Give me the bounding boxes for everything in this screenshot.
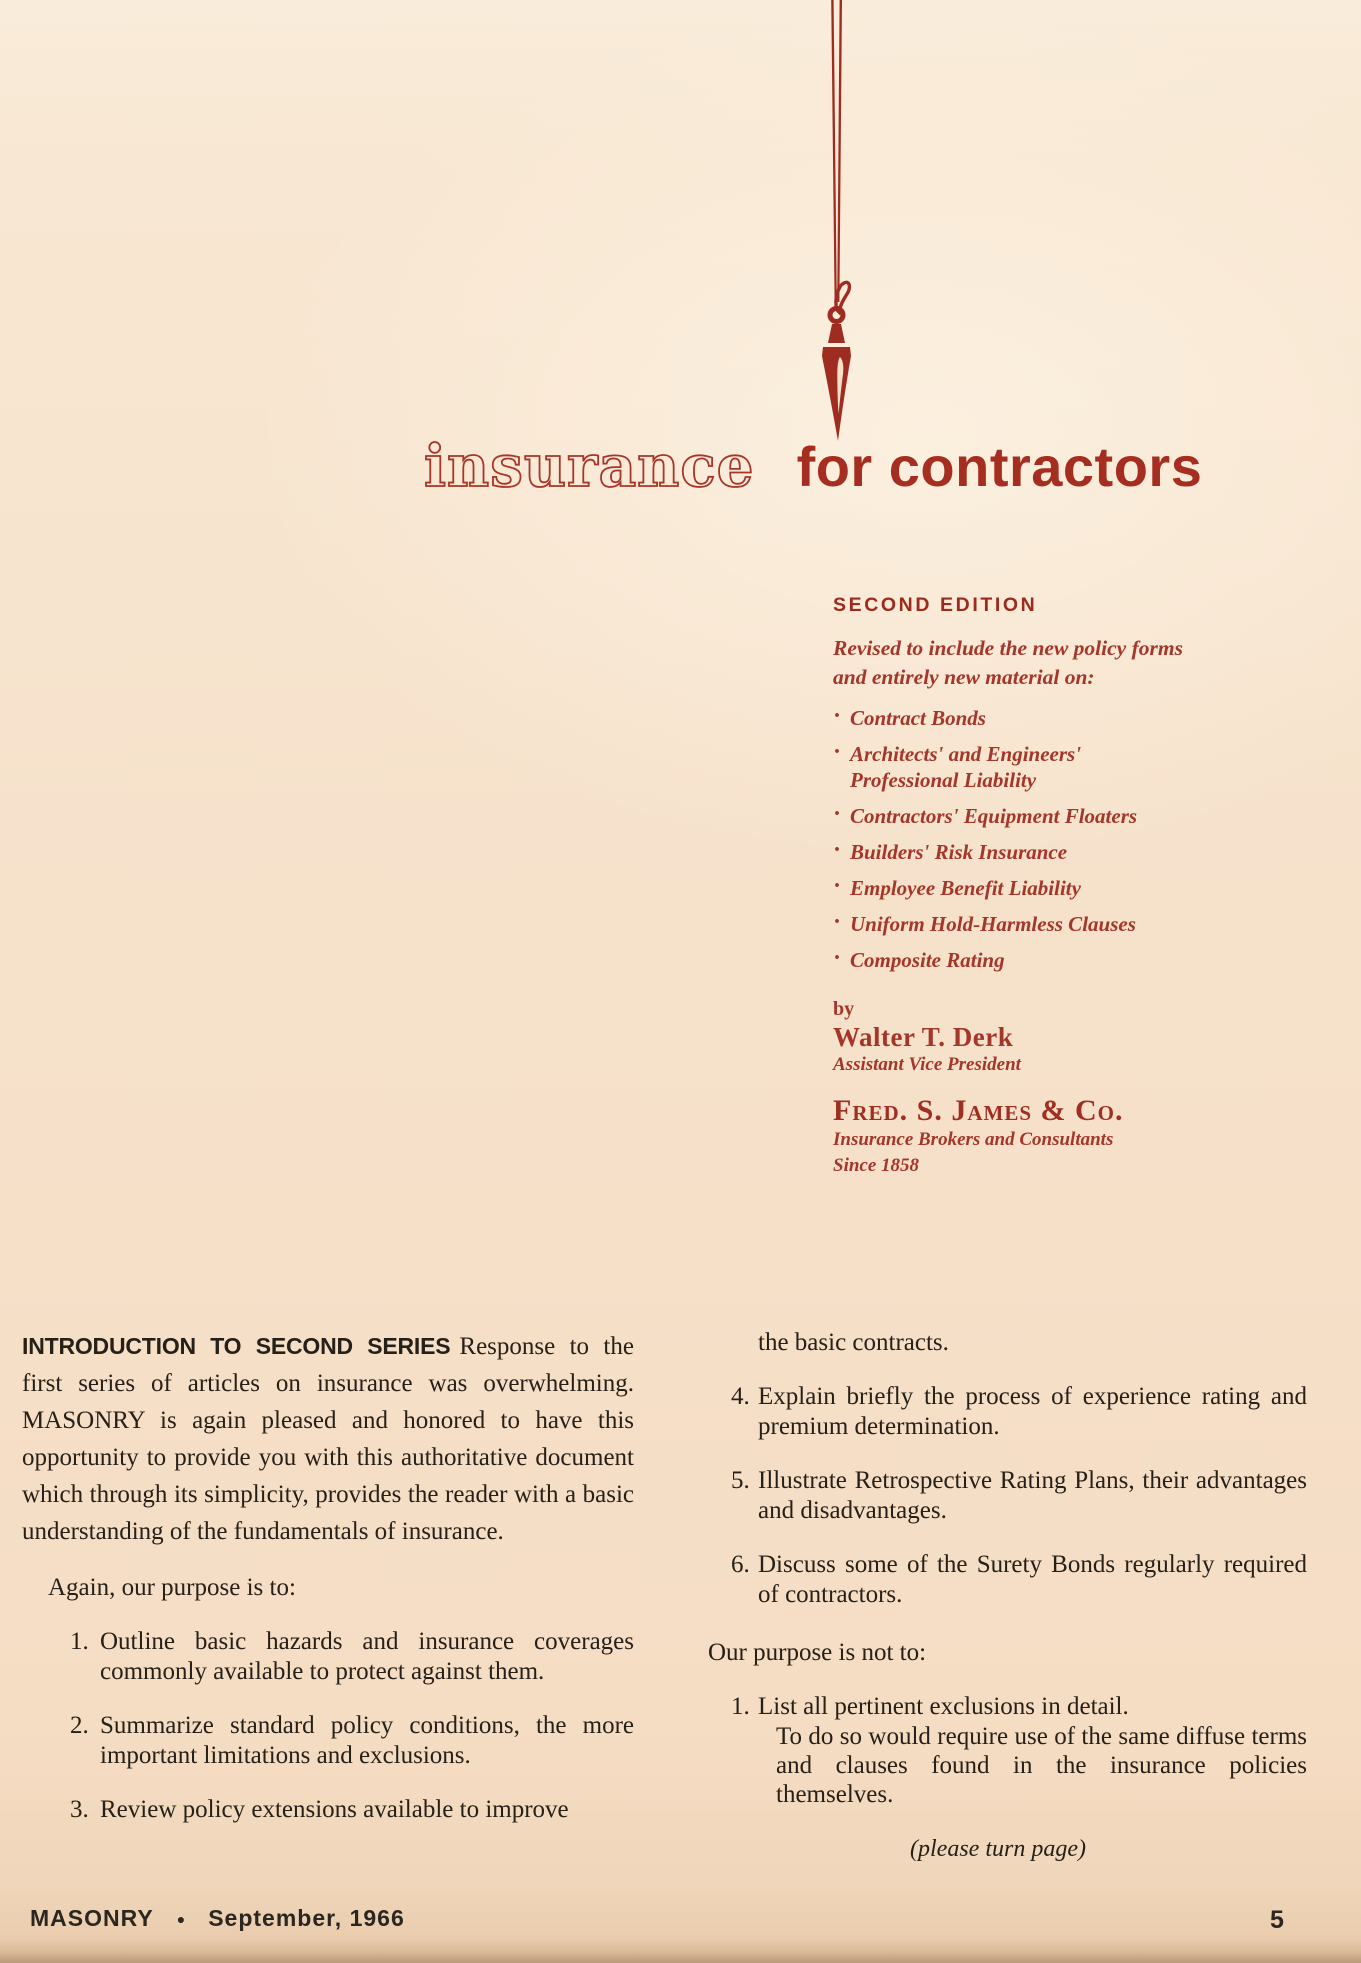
list-item [22,1627,634,1687]
list-item [833,839,1173,865]
lead-text: Response to the first series of articles on insurance was overwhelming. MASONRY is again pleased and honored to have this opportunity to provide you with this authoritative document which through its simplicity, provides the reader with a basic understanding of the fundamentals of insurance. [22,1333,634,1545]
list-item [833,705,1173,731]
not-purpose-list [708,1692,1307,1809]
article-column-left [22,1328,634,1825]
bullet-text: Contractors' Equipment Floaters [850,804,1138,828]
issue-date: September, 1966 [208,1905,405,1931]
article-column-right [708,1328,1307,1863]
masthead-title [424,432,1203,500]
list-item [22,1795,634,1825]
item-number: 1. [70,1628,89,1655]
list-item [833,803,1173,829]
page-bottom-edge [0,1939,1361,1963]
list-item [708,1692,1307,1809]
edition-heading: SECOND EDITION [833,594,1038,616]
item-text-line: List all pertinent exclusions in detail. [758,1693,1129,1720]
list-item [833,947,1173,973]
item-text: Review policy extensions available to improve [100,1796,569,1823]
turn-page-note: (please turn page) [910,1836,1086,1862]
bullet-text: Contract Bonds [850,706,986,730]
masthead-title-outline: insurance [424,432,755,500]
bullet-icon: · [833,945,842,971]
bullet-icon: · [833,873,842,899]
author-title: Assistant Vice President [833,1054,1021,1075]
item-number: 6. [731,1551,750,1578]
list-item [708,1382,1307,1442]
bullet-icon: · [833,837,842,863]
author-name: Walter T. Derk [833,1022,1014,1052]
lead-paragraph [22,1328,634,1550]
item-number: 2. [70,1712,89,1739]
item-number: 3. [70,1796,89,1823]
continuation-text: the basic contracts. [758,1329,949,1356]
item-detail: To do so would require use of the same diffuse terms and clauses found in the insurance policies themselves. [776,1723,1307,1808]
bullet-icon: · [833,909,842,935]
plumb-bob-icon [800,0,872,450]
item-text: Discuss some of the Surety Bonds regularly required of contractors. [758,1551,1307,1608]
item-text [758,1692,1307,1809]
company-since: Since 1858 [833,1155,920,1176]
item-number: 4. [731,1383,750,1410]
item-number: 1. [731,1693,750,1720]
purpose-list-continued [708,1382,1307,1610]
bullet-text: Uniform Hold-Harmless Clauses [850,912,1136,936]
bullet-text: Architects' and Engineers' Professional Liability [850,742,1082,792]
magazine-name: MASONRY [30,1905,154,1931]
bullet-separator-icon: ● [176,1910,186,1927]
list-item [833,741,1173,793]
by-label: by [833,998,855,1020]
bullet-text: Employee Benefit Liability [850,876,1081,900]
page-number: 5 [1270,1906,1284,1934]
section-heading: INTRODUCTION TO SECOND SERIES [22,1333,451,1359]
purpose-intro: Again, our purpose is to: [48,1574,296,1601]
purpose-list [22,1627,634,1825]
masthead-title-bold: for contractors [796,435,1203,498]
company-name: Fred. S. James & Co. [833,1094,1124,1127]
edition-bullet-list [833,705,1173,973]
edition-panel [833,594,1213,1177]
bullet-icon: · [833,703,842,729]
bullet-icon: · [833,801,842,827]
list-item [708,1550,1307,1610]
item-number: 5. [731,1467,750,1494]
list-item [833,875,1173,901]
list-item [22,1711,634,1771]
item-text: Summarize standard policy conditions, the more important limitations and exclusions. [100,1712,634,1769]
item-text: Explain briefly the process of experience rating and premium determination. [758,1383,1307,1440]
item-text: Outline basic hazards and insurance coverages commonly available to protect against them. [100,1628,634,1685]
list-item [708,1466,1307,1526]
footer [30,1905,405,1932]
byline [833,997,1213,1177]
not-purpose-intro: Our purpose is not to: [708,1639,927,1666]
bullet-icon: · [833,739,842,765]
list-item [833,911,1173,937]
bullet-text: Composite Rating [850,948,1005,972]
item-text: Illustrate Retrospective Rating Plans, their advantages and disadvantages. [758,1467,1307,1524]
edition-intro: Revised to include the new policy forms and entirely new material on: [833,636,1183,689]
company-description: Insurance Brokers and Consultants [833,1129,1114,1150]
bullet-text: Builders' Risk Insurance [850,840,1068,864]
